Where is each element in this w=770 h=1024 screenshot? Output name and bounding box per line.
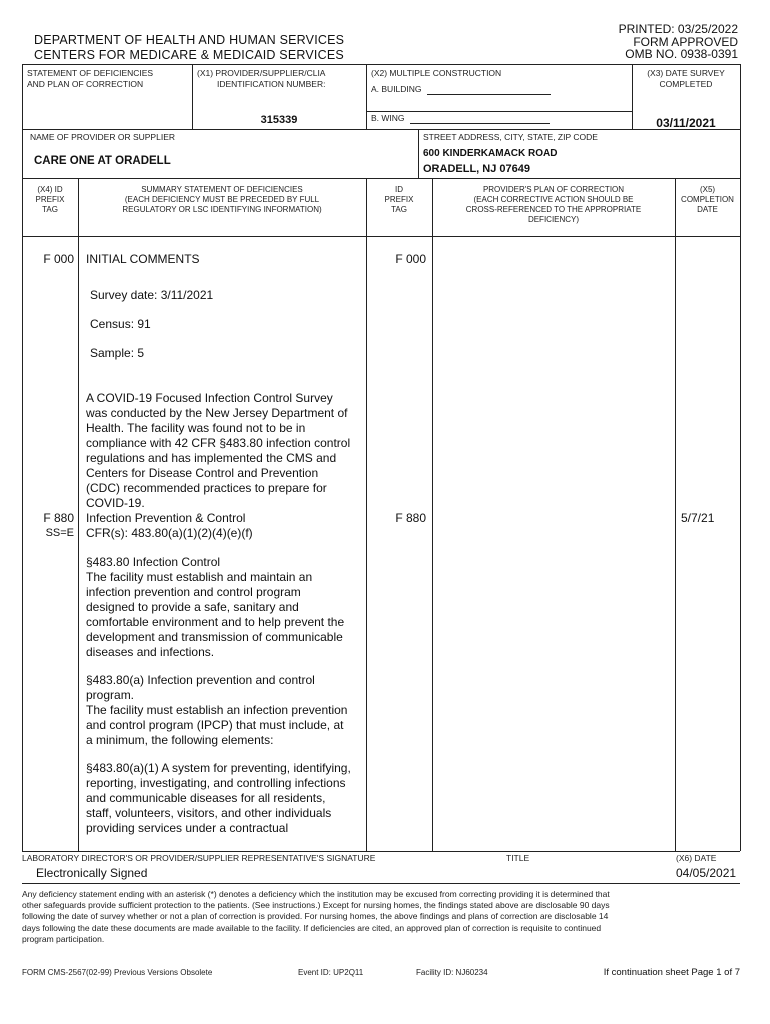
event-id: Event ID: UP2Q11 — [298, 968, 364, 977]
summary-column-header: SUMMARY STATEMENT OF DEFICIENCIES (EACH DEFICIENCY MUST BE PRECEDED BY FULL REGULATORY OR LSC IDENTIFYING INFORMATION) — [122, 185, 322, 214]
completion-date: 5/7/21 — [681, 511, 715, 525]
provider-id-number: 315339 — [260, 114, 298, 126]
deficiency-notice: Any deficiency statement ending with an asterisk (*) denotes a deficiency which the institution may be excused from correcting providing it is determined that other safeguards provide sufficient protection to the patients. (See instructions.) Except for nursing homes, the findings stated above are disclosable 90 days following the date of survey whether or not a plan of correction is provided. For nursing homes, the above findings and plans of correction are disclosable 14 days following the date these documents are made available to the facility. If deficiencies are cited, an approved plan of correction is requisite to continued program participation. — [22, 889, 610, 944]
divider — [366, 64, 367, 129]
divider — [22, 64, 23, 851]
x5-column-header: (X5) COMPLETION DATE — [681, 185, 734, 214]
divider — [432, 178, 433, 851]
id-tag-f880: F 880 — [395, 511, 426, 525]
infection-control-paragraph: §483.80 Infection Control The facility must establish and maintain an infection prevention and control program designed to provide a safe, sanitary and comfortable environment and to help prevent the development and transmission of communicable diseases and infections. — [86, 555, 345, 659]
building-label: A. BUILDING — [371, 84, 422, 94]
survey-completed-date: 03/11/2021 — [656, 116, 716, 130]
facility-id: Facility ID: NJ60234 — [416, 968, 488, 977]
building-blank — [427, 83, 551, 95]
sample: Sample: 5 — [90, 346, 145, 360]
prefix-tag-f000: F 000 — [43, 252, 74, 266]
prefix-tag-f880: F 880 — [43, 511, 74, 525]
department-line-1: DEPARTMENT OF HEALTH AND HUMAN SERVICES — [34, 33, 345, 47]
divider — [675, 178, 676, 851]
page-number: If continuation sheet Page 1 of 7 — [603, 967, 740, 978]
divider — [22, 178, 740, 179]
survey-date: Survey date: 3/11/2021 — [90, 288, 214, 302]
form-number: FORM CMS-2567(02-99) Previous Versions Obsolete — [22, 968, 213, 977]
cfr-reference: CFR(s): 483.80(a)(1)(2)(4)(e)(f) — [86, 526, 253, 540]
signature-label: LABORATORY DIRECTOR'S OR PROVIDER/SUPPLIER REPRESENTATIVE'S SIGNATURE — [22, 853, 376, 863]
x4-column-header: (X4) ID PREFIX TAG — [35, 185, 65, 214]
id-column-header: ID PREFIX TAG — [384, 185, 414, 214]
x1-label: (X1) PROVIDER/SUPPLIER/CLIA IDENTIFICATION NUMBER: — [197, 68, 326, 89]
title-label: TITLE — [506, 853, 530, 863]
statement-label: STATEMENT OF DEFICIENCIES AND PLAN OF CORRECTION — [27, 68, 154, 89]
id-tag-f000: F 000 — [395, 252, 426, 266]
omb-number: OMB NO. 0938-0391 — [625, 47, 738, 61]
printed-date: PRINTED: 03/25/2022 — [618, 22, 738, 36]
signature-date: 04/05/2021 — [676, 866, 737, 880]
wing-field — [371, 112, 550, 124]
signature-date-label: (X6) DATE — [676, 853, 717, 863]
infection-prevention-title: Infection Prevention & Control — [86, 511, 246, 525]
divider — [22, 851, 740, 852]
divider — [418, 129, 419, 178]
provider-name: CARE ONE AT ORADELL — [34, 155, 171, 167]
system-paragraph: §483.80(a)(1) A system for preventing, identifying, reporting, investigating, and controlling infections and communicable diseases for all residents, staff, volunteers, visitors, and other individuals providing services under a contractual — [86, 761, 351, 835]
provider-name-label: NAME OF PROVIDER OR SUPPLIER — [30, 132, 175, 142]
divider — [22, 883, 740, 884]
address-label: STREET ADDRESS, CITY, STATE, ZIP CODE — [423, 132, 598, 142]
address-line-1: 600 KINDERKAMACK ROAD — [423, 148, 558, 159]
wing-label: B. WING — [371, 113, 405, 123]
building-field — [371, 83, 551, 95]
divider — [78, 178, 79, 851]
scope-severity: SS=E — [45, 527, 74, 539]
print-info — [518, 23, 738, 61]
covid-survey-paragraph: A COVID-19 Focused Infection Control Survey was conducted by the New Jersey Department of Health. The facility was found not to be in compliance with 42 CFR §483.80 infection control regulations and has implemented the CMS and Centers for Disease Control and Prevention (CDC) recommended practices to prepare for COVID-19. — [86, 391, 351, 510]
department-line-2: CENTERS FOR MEDICARE & MEDICAID SERVICES — [34, 48, 344, 62]
plan-column-header: PROVIDER'S PLAN OF CORRECTION (EACH CORRECTIVE ACTION SHOULD BE CROSS-REFERENCED TO THE APPROPRIATE DEFICIENCY) — [465, 185, 642, 224]
divider — [740, 64, 741, 851]
wing-blank — [410, 112, 550, 124]
x2-label: (X2) MULTIPLE CONSTRUCTION — [371, 68, 502, 78]
x3-label: (X3) DATE SURVEY COMPLETED — [647, 68, 725, 89]
address-line-2: ORADELL, NJ 07649 — [423, 163, 530, 175]
initial-comments-title: INITIAL COMMENTS — [86, 252, 200, 266]
department-title — [34, 33, 344, 63]
signature-value: Electronically Signed — [36, 866, 148, 880]
form-approved: FORM APPROVED — [633, 34, 738, 49]
ipcp-paragraph: §483.80(a) Infection prevention and control program. The facility must establish an infection prevention and control program (IPCP) that must include, at a minimum, the following elements: — [86, 673, 348, 747]
divider — [22, 236, 740, 237]
census: Census: 91 — [90, 317, 151, 331]
